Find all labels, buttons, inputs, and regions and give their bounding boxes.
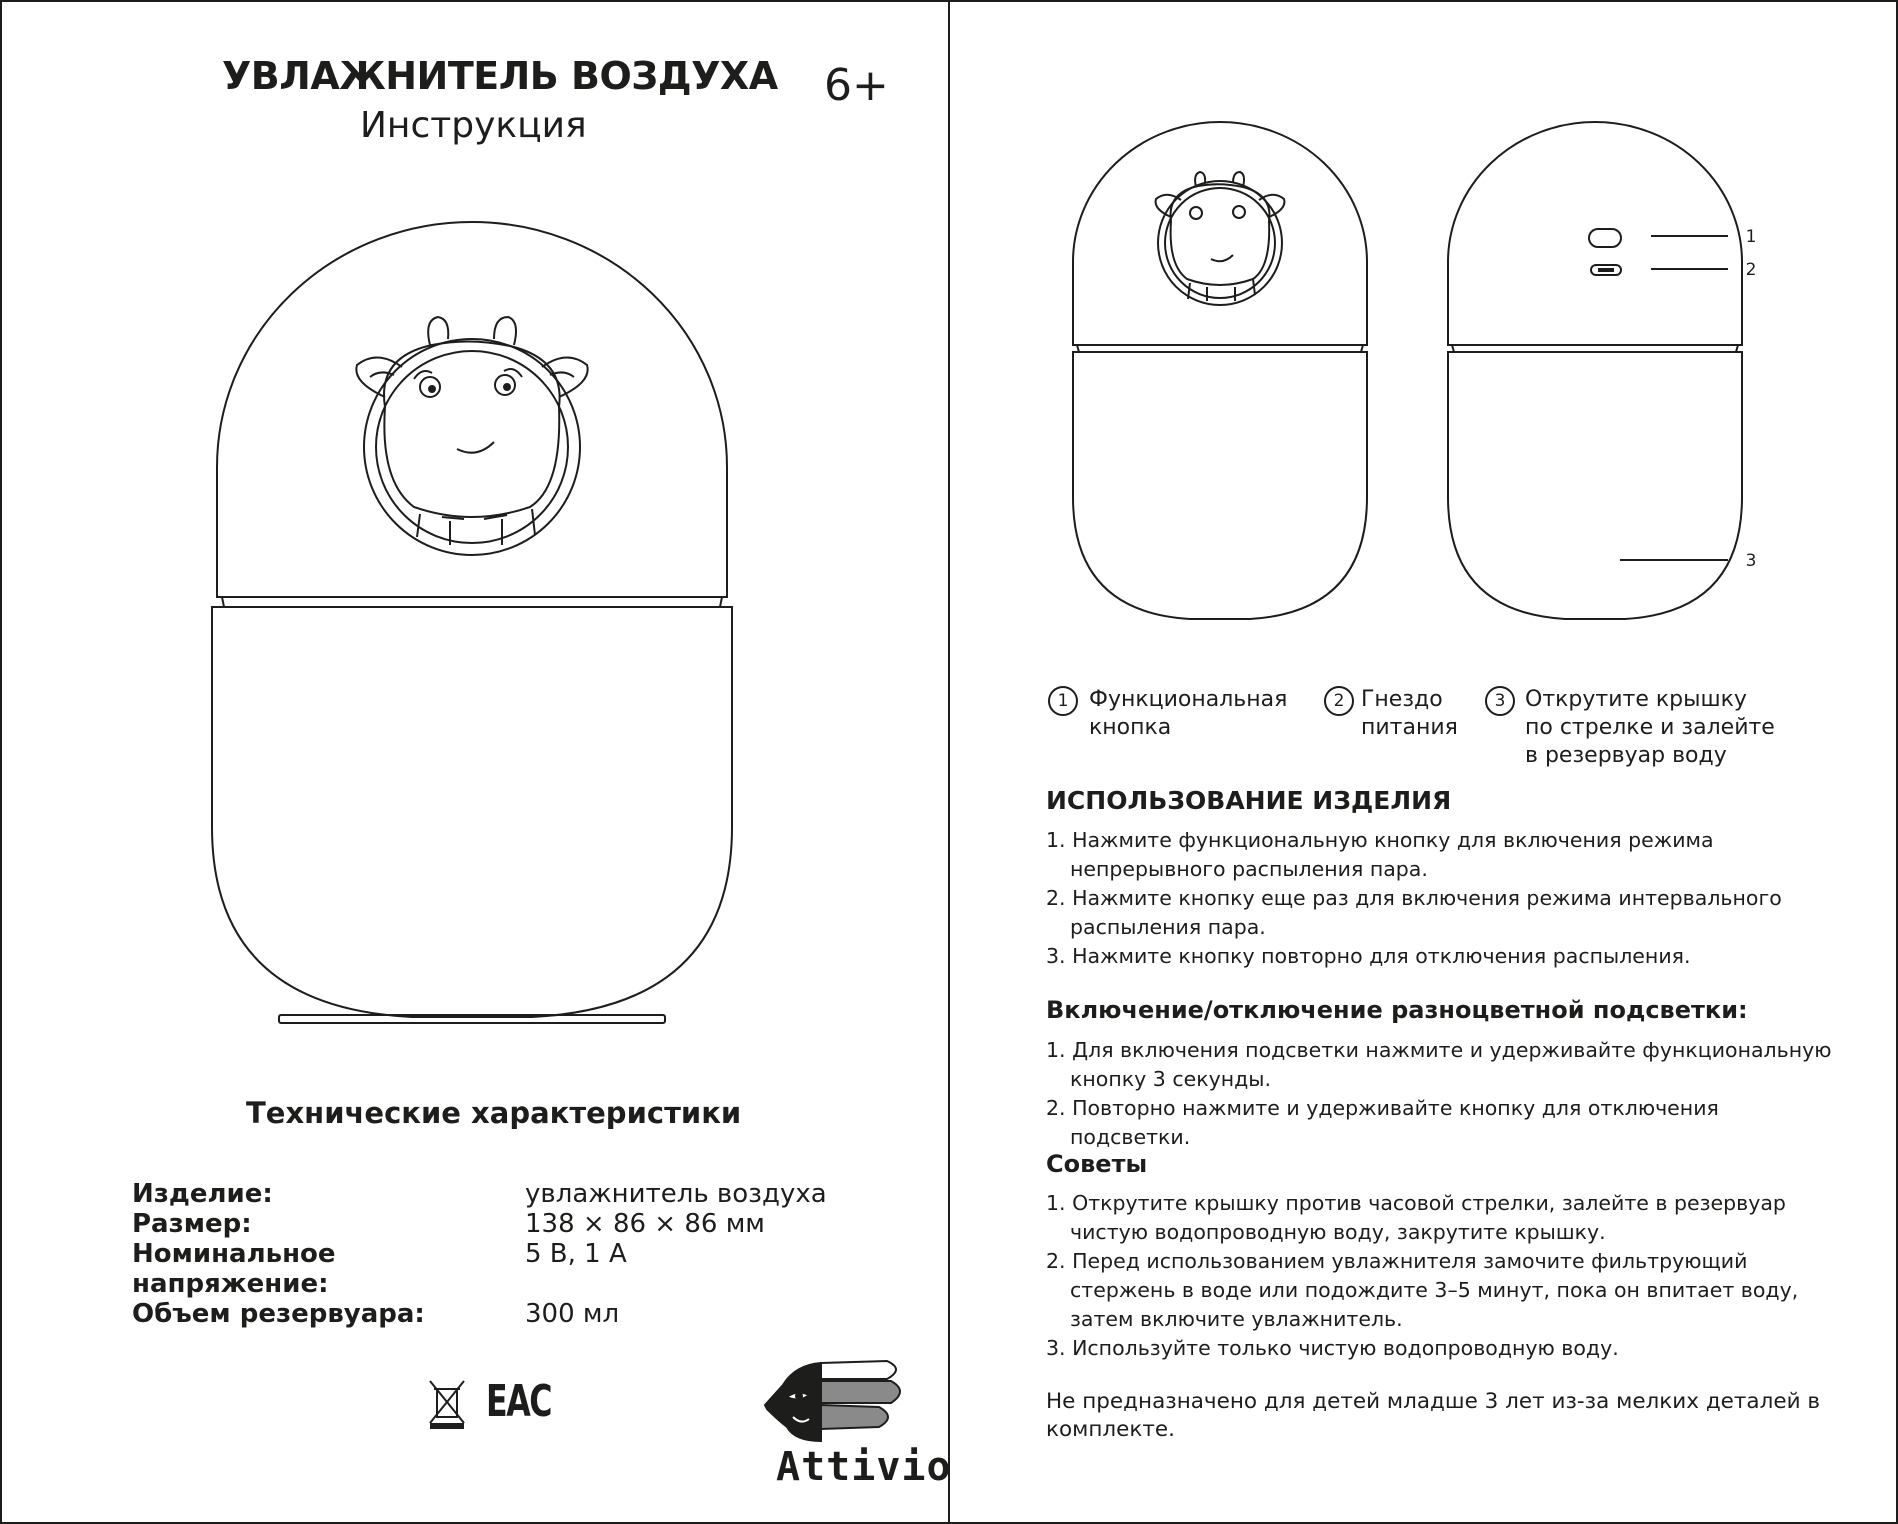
page-subtitle: Инструкция [360,105,587,146]
attivio-logo-icon [759,1347,909,1442]
tips-heading: Советы [1046,1150,1148,1178]
callout-1: 1 [1745,227,1757,247]
specs-table [132,1179,832,1329]
spec-label: Изделие: [132,1179,273,1209]
weee-bin-icon [427,1377,467,1429]
list-item: 1. Открутите крышку против часовой стрелки, залейте в резервуар чистую водопроводную воду, закрутите крышку. [1046,1191,1786,1244]
eac-mark: EAC [486,1376,552,1427]
legend-number: 3 [1485,686,1515,716]
instructions-page [950,0,1898,1524]
specs-heading: Технические характеристики [246,1096,742,1130]
brand-name: Attivio [776,1444,952,1490]
legend-text: Функциональная кнопка [1089,687,1288,740]
spec-value: 5 В, 1 А [525,1239,627,1269]
page-title: УВЛАЖНИТЕЛЬ ВОЗДУХА [222,54,778,98]
spec-value: увлажнитель воздуха [525,1179,827,1209]
spec-label: Размер: [132,1209,252,1239]
light-list [1046,1036,1836,1152]
list-item: 3. Используйте только чистую водопроводную воду. [1046,1336,1619,1360]
list-item: 3. Нажмите кнопку повторно для отключения распыления. [1046,944,1691,968]
light-heading: Включение/отключение разноцветной подсветки: [1046,996,1748,1024]
legend-number: 2 [1324,686,1354,716]
age-warning-note: Не предназначено для детей младше 3 лет из-за мелких деталей в комплекте. [1046,1389,1821,1442]
list-item: 1. Нажмите функциональную кнопку для включения режима непрерывного распыления пара. [1046,828,1714,881]
callout-2: 2 [1745,260,1757,280]
legend-item-3 [1485,686,1515,716]
usage-list [1046,826,1806,971]
humidifier-front-illustration [202,217,742,1027]
legend-item-1 [1048,686,1078,716]
spec-row [132,1209,832,1239]
legend-item-2 [1324,686,1354,716]
list-item: 2. Повторно нажмите и удерживайте кнопку для отключения подсветки. [1046,1096,1719,1149]
spec-label: Номинальное напряжение: [132,1239,336,1299]
list-item: 1. Для включения подсветки нажмите и удерживайте функциональную кнопку 3 секунды. [1046,1038,1832,1091]
spec-value: 138 × 86 × 86 мм [525,1209,765,1239]
tips-list [1046,1189,1806,1363]
humidifier-front-small-illustration [1065,117,1375,627]
legend-number: 1 [1048,686,1078,716]
legend-text: Гнездо питания [1361,687,1458,740]
usage-heading: ИСПОЛЬЗОВАНИЕ ИЗДЕЛИЯ [1046,786,1452,815]
spec-row [132,1179,832,1209]
spec-label: Объем резервуара: [132,1299,425,1329]
list-item: 2. Нажмите кнопку еще раз для включения режима интервального распыления пара. [1046,886,1782,939]
list-item: 2. Перед использованием увлажнителя замочите фильтрующий стержень в воде или подождите 3–5 минут, пока он впитает воду, затем включите увлажнитель. [1046,1249,1799,1331]
callout-3: 3 [1745,551,1757,571]
spec-row [132,1299,832,1329]
legend-text: Открутите крышку по стрелке и залейте в резервуар воду [1525,687,1775,768]
spec-value: 300 мл [525,1299,620,1329]
spec-row [132,1239,832,1299]
age-rating: 6+ [824,60,889,111]
